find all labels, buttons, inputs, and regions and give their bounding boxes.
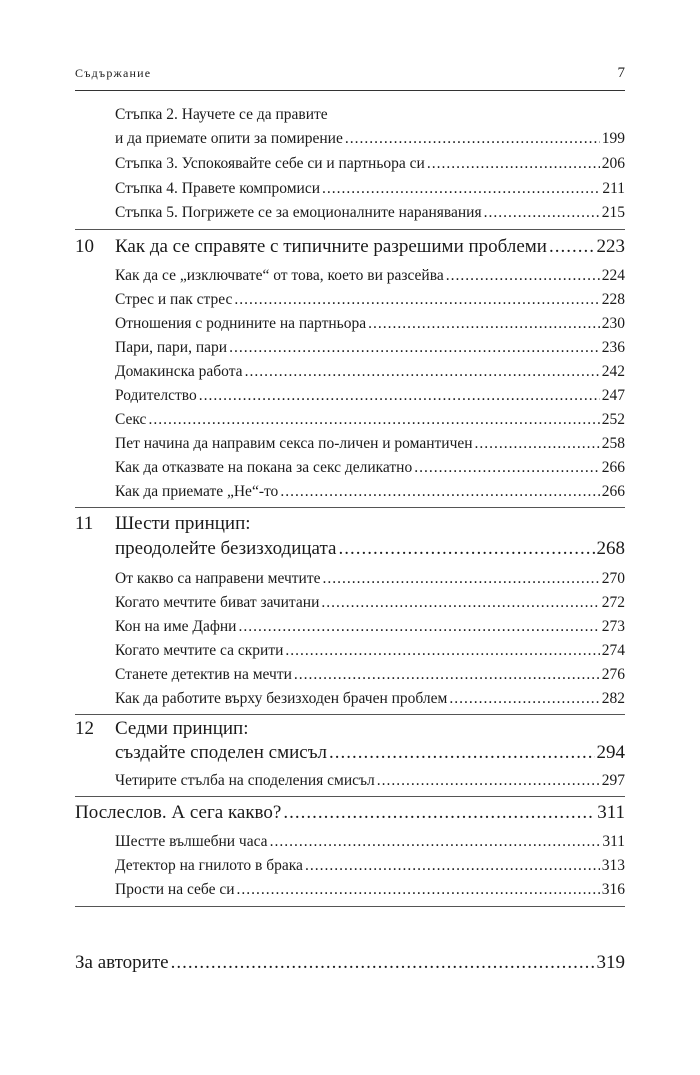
header-title: Съдържание	[75, 66, 152, 80]
chapter-heading-line1: Седми принцип:	[115, 718, 249, 739]
toc-entry-step2-line1: Стъпка 2. Научете се да правите	[115, 106, 328, 123]
toc-entry: Когато мечтите биват зачитани ..... 272	[115, 594, 625, 612]
toc-entry: Четирите стълба на споделения смисъл ..... 297	[115, 772, 625, 790]
section-divider	[75, 714, 625, 715]
section-divider	[75, 796, 625, 797]
toc-entry: Пет начина да направим секса по-личен и романтичен ..... 258	[115, 435, 625, 453]
toc-entry: Домакинска работа ..... 242	[115, 363, 625, 381]
toc-entry: Как да работите върху безизходен брачен проблем ..... 282	[115, 690, 625, 708]
toc-entry: Как да отказвате на покана за секс деликатно ..... 266	[115, 459, 625, 477]
section-divider	[75, 906, 625, 907]
section-divider	[75, 229, 625, 230]
section-divider	[75, 507, 625, 508]
header-rule	[75, 90, 625, 91]
toc-entry: Пари, пари, пари ..... 236	[115, 339, 625, 357]
authors-heading: За авторите ..... 319	[75, 952, 625, 974]
toc-entry-step5: Стъпка 5. Погрижете се за емоционалните наранявания ..... 215	[115, 204, 625, 222]
toc-entry: Родителство ..... 247	[115, 387, 625, 405]
toc-entry: Отношения с роднините на партньора ..... 230	[115, 315, 625, 333]
toc-entry: Когато мечтите са скрити ..... 274	[115, 642, 625, 660]
epilogue-heading: Послеслов. А сега какво? ..... 311	[75, 802, 625, 824]
toc-entry: Прости на себе си ..... 316	[115, 881, 625, 899]
chapter-number: 11	[75, 513, 94, 534]
chapter-heading-line1: Шести принцип:	[115, 513, 251, 534]
toc-entry: Шестте вълшебни часа ..... 311	[115, 833, 625, 851]
chapter-heading: създайте споделен смисъл ..... 294	[115, 742, 625, 764]
chapter-heading: преодолейте безизходицата ..... 268	[115, 538, 625, 560]
running-header	[75, 65, 625, 82]
toc-entry: Как да се „изключвате“ от това, което ви разсейва ..... 224	[115, 267, 625, 285]
toc-entry: Станете детектив на мечти ..... 276	[115, 666, 625, 684]
toc-entry: Кон на име Дафни ..... 273	[115, 618, 625, 636]
toc-entry: Стрес и пак стрес ..... 228	[115, 291, 625, 309]
toc-entry-step2: и да приемате опити за помирение ..... 199	[115, 130, 625, 148]
toc-entry: Детектор на гнилото в брака ..... 313	[115, 857, 625, 875]
header-page-number: 7	[617, 65, 625, 81]
toc-entry: Секс ..... 252	[115, 411, 625, 429]
toc-entry-step4: Стъпка 4. Правете компромиси ..... 211	[115, 180, 625, 198]
toc-entry: Как да приемате „Не“-то ..... 266	[115, 483, 625, 501]
chapter-number: 10	[75, 236, 94, 257]
chapter-heading: Как да се справяте с типичните разрешими проблеми ..... 223	[115, 236, 625, 258]
toc-entry: От какво са направени мечтите ..... 270	[115, 570, 625, 588]
chapter-number: 12	[75, 718, 94, 739]
toc-entry-step3: Стъпка 3. Успокоявайте себе си и партньора си ..... 206	[115, 155, 625, 173]
